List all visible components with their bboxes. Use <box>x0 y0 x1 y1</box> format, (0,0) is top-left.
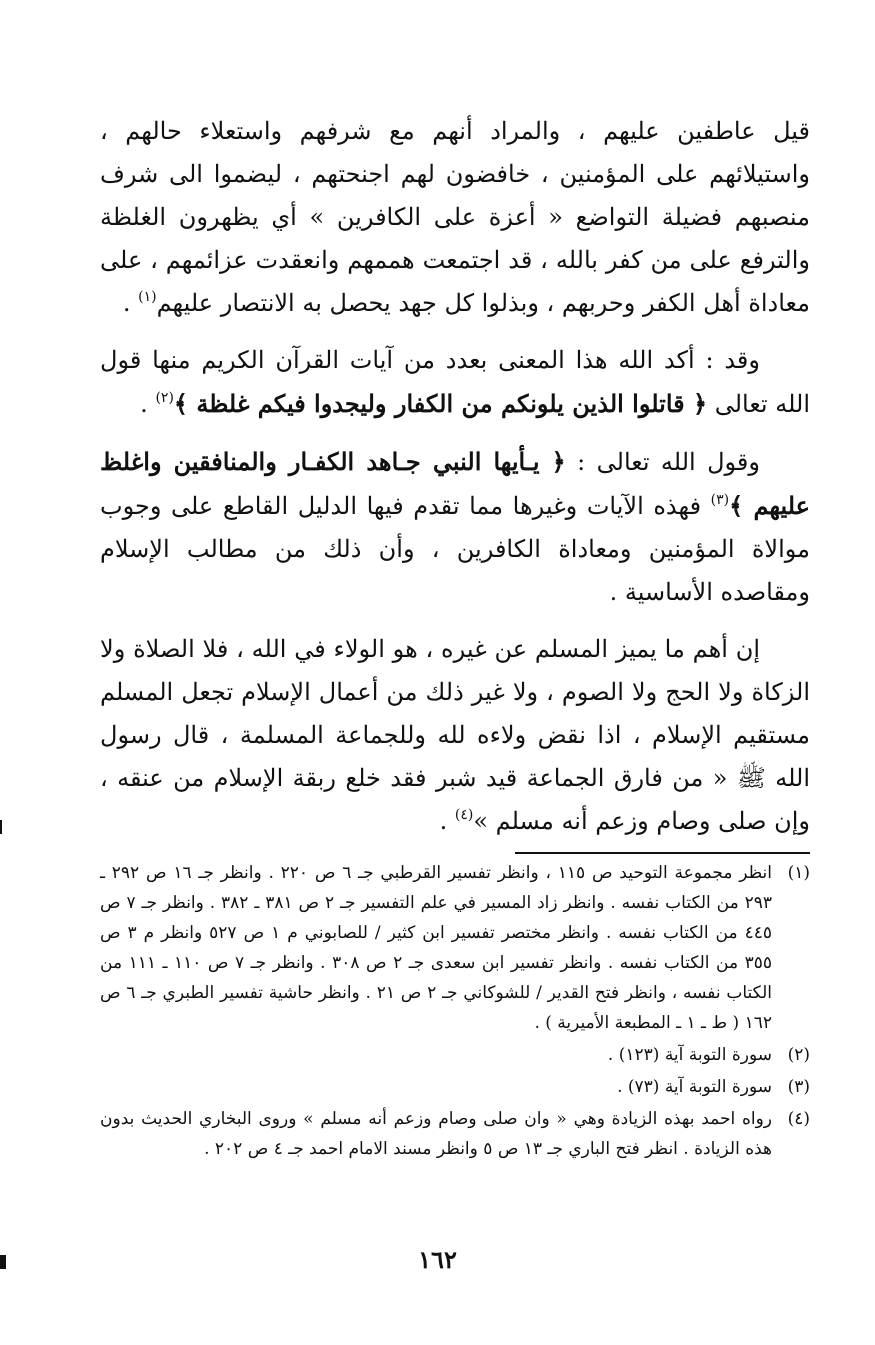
footnote-text: سورة التوبة آية (١٢٣) . <box>607 1045 772 1065</box>
paragraph-2 <box>100 339 810 426</box>
paragraph-4-end: . <box>439 807 455 835</box>
footnote-text: انظر مجموعة التوحيد ص ١١٥ ، وانظر تفسير القرطبي جـ ٦ ص ٢٢٠ . وانظر جـ ١٦ ص ٢٩٢ ـ ٢٩٣ من الكتاب نفسه . وانظر زاد المسير في علم التفسير جـ ٢ ص ٣٨١ ـ ٣٨٢ . وانظر جـ ٧ ص ٤٤٥ من الكتاب نفسه . وانظر مختصر تفسير ابن كثير / للصابوني م ١ ص ٥٢٧ وانظر م ٣ ص ٣٥٥ من الكتاب نفسه . وانظر تفسير ابن سعدى جـ ٢ ص ٣٠٨ . وانظر جـ ٧ ص ١١٠ ـ ١١١ من الكتاب نفسه ، وانظر فتح القدير / للشوكاني جـ ٢ ص ٢١ . وانظر حاشية تفسير الطبري جـ ٦ ص ١٦٢ ( ط ـ ١ ـ المطبعة الأميرية ) . <box>100 863 772 1033</box>
paragraph-3-end: فهذه الآيات وغيرها مما تقدم فيها الدليل القاطع على وجوب موالاة المؤمنين ومعاداة الكافرين ، وأن ذلك من مطالب الإسلام ومقاصده الأساسية . <box>100 492 810 606</box>
footnote-2 <box>100 1040 810 1070</box>
paragraph-4 <box>100 628 810 843</box>
page-number: ١٦٢ <box>418 1245 457 1274</box>
paragraph-1 <box>100 110 810 325</box>
main-text <box>100 110 810 857</box>
footnote-text: سورة التوبة آية (٧٣) . <box>617 1077 772 1097</box>
paragraph-3-text: وقول الله تعالى : <box>565 448 760 476</box>
footnote-number: (١) <box>787 863 810 883</box>
footnote-ref-4: (٤) <box>454 807 474 823</box>
paragraph-1-text: قيل عاطفين عليهم ، والمراد أنهم مع شرفهم واستعلاء حالهم ، واستيلائهم على المؤمنين ، خافضون لهم اجنحتهم ، ليضموا الى شرف منصبهم فضيلة التواضع « أعزة على الكافرين » أي يظهرون الغلظة والترفع على من كفر بالله ، قد اجتمعت هممهم وانعقدت عزائمهم ، على معاداة أهل الكفر وحربهم ، وبذلوا كل جهد يحصل به الانتصار عليهم <box>100 117 810 317</box>
paragraph-3 <box>100 440 810 614</box>
quran-verse: ﴿ قاتلوا الذين يلونكم من الكفار وليجدوا فيكم غلظة ﴾ <box>173 389 708 418</box>
paragraph-4-text: إن أهم ما يميز المسلم عن غيره ، هو الولاء في الله ، فلا الصلاة ولا الزكاة ولا الحج ولا الصوم ، ولا غير ذلك من أعمال الإسلام تجعل المسلم مستقيم الإسلام ، اذا نقض ولاءه لله وللجماعة المسلمة ، قال رسول الله ﷺ « من فارق الجماعة قيد شبر فقد خلع ربقة الإسلام من عنقه ، وإن صلى وصام وزعم أنه مسلم » <box>100 635 810 835</box>
footnote-ref-1: (١) <box>138 289 157 305</box>
paragraph-1-end: . <box>122 289 139 317</box>
footnotes <box>100 858 810 1166</box>
scan-edge-mark <box>0 820 2 834</box>
scan-edge-mark <box>0 1255 6 1269</box>
paragraph-2-end: . <box>140 390 156 418</box>
footnote-3 <box>100 1072 810 1102</box>
footnote-text: رواه احمد بهذه الزيادة وهي « وان صلى وصام وزعم أنه مسلم » وروى البخاري الحديث بدون هذه الزيادة . انظر فتح الباري جـ ١٣ ص ٥ وانظر مسند الامام احمد جـ ٤ ص ٢٠٢ . <box>100 1109 772 1159</box>
paragraph-2-text: وقد : أكد الله هذا المعنى بعدد من آيات القرآن الكريم منها قول الله تعالى <box>100 346 810 418</box>
footnote-1 <box>100 858 810 1038</box>
quran-verse: ﴿ يـأيها النبي جـاهد الكفـار والمنافقين واغلظ عليهم ﴾ <box>100 447 810 520</box>
footnote-number: (٣) <box>787 1077 810 1097</box>
footnote-number: (٢) <box>787 1045 810 1065</box>
footnote-separator <box>515 852 810 854</box>
footnote-number: (٤) <box>787 1109 810 1129</box>
footnote-4 <box>100 1104 810 1164</box>
footnote-ref-2: (٢) <box>155 390 174 406</box>
footnote-ref-3: (٣) <box>710 492 730 508</box>
